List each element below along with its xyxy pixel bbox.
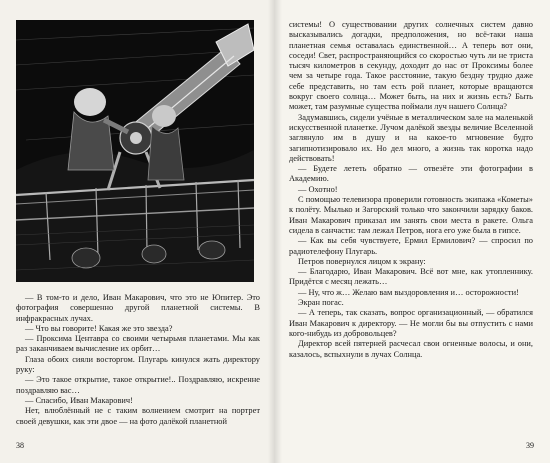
- paragraph: Петров повернулся лицом к экрану:: [298, 256, 426, 266]
- paragraph: Глаза обоих сияли восторгом. Плугарь кинулся жать директору руку:: [16, 354, 260, 375]
- paragraph: — Это такое открытие, такое открытие!.. Поздравляю, искренне поздравляю вас…: [16, 375, 260, 395]
- left-page-text: [16, 293, 260, 427]
- right-page-text: [289, 20, 533, 360]
- page-number-right: 39: [526, 441, 534, 450]
- paragraph: — Благодарю, Иван Макарович. Всё вот мне, как утопленнику. Придётся с месяц лежать…: [289, 267, 533, 287]
- right-page: [275, 0, 550, 463]
- paragraph: — А теперь, так сказать, вопрос организационный, — обратился Иван Макарович к директору. — Не могли бы вы отпустить с нами кого-нибудь из добровольцев?: [289, 308, 533, 338]
- page-number-left: 38: [16, 441, 24, 450]
- paragraph: — Охотно!: [298, 184, 338, 194]
- paragraph: — В том-то и дело, Иван Макарович, что это не Юпитер. Это фотография совершенно другой планетной системы. В инфракрасных лучах.: [16, 293, 260, 323]
- illustration-telescope: [16, 20, 254, 282]
- paragraph: — Спасибо, Иван Макарович!: [25, 395, 133, 405]
- paragraph: — Проксима Центавра со своими четырьмя планетами. Мы как раз заканчиваем вычисление их орбит…: [16, 334, 260, 354]
- paragraph: — Будете лететь обратно — отвезёте эти фотографии в Академию.: [289, 164, 533, 184]
- paragraph: системы! О существовании других солнечных систем давно высказывались догадки, предположения, но всё-таки наша планетная семья оставалась единственной… А теперь вот они, соседи! Свет, распространяющийся со скоростью чуть ли не триста тысяч километров в секунду, доходит до нас от Проксимы более чем за четыре года. Такое расстояние, такую бездну трудно даже себе представить, но там есть рой планет, которые вращаются вокруг своего солнца… Может быть, на них и жизнь есть? Быть может, там разумные существа поймали луч нашего Солнца?: [289, 20, 533, 112]
- paragraph: Экран погас.: [298, 298, 344, 308]
- book-gutter: [268, 0, 282, 463]
- paragraph: — Как вы себя чувствуете, Ермил Ермилович? — спросил по радиотелефону Плугарь.: [289, 236, 533, 256]
- paragraph: Задумавшись, сидели учёные в металлическом зале на маленькой искусственной планетке. Лучом далёкой звезды величие Вселенной заглянуло им в душу и на какое-то мгновение будто загипнотизировало их. Но дел много, а жизнь так коротка надо действовать!: [289, 112, 533, 163]
- paragraph: Директор всей пятерней расчесал свои огненные волосы, и они, казалось, вспыхнули в лучах Солнца.: [289, 339, 533, 359]
- paragraph: — Что вы говорите! Какая же это звезда?: [25, 323, 173, 333]
- paragraph: С помощью телевизора проверили готовность экипажа «Кометы» к полёту. Мылько и Загорский только что закончили зарядку баков. Иван Макарович приказал им занять свои места в ракете. Ольга сидела в санчасти: там лежал Петров, нога его уже была в гипсе.: [289, 195, 533, 235]
- illustration-artwork: [16, 20, 254, 282]
- paragraph: Нет, влюблённый не с таким волнением смотрит на портрет своей девушки, как эти двое — на фото далёкой планетной: [16, 406, 260, 426]
- paragraph: — Ну, что ж… Желаю вам выздоровления и… осторожности!: [298, 287, 519, 297]
